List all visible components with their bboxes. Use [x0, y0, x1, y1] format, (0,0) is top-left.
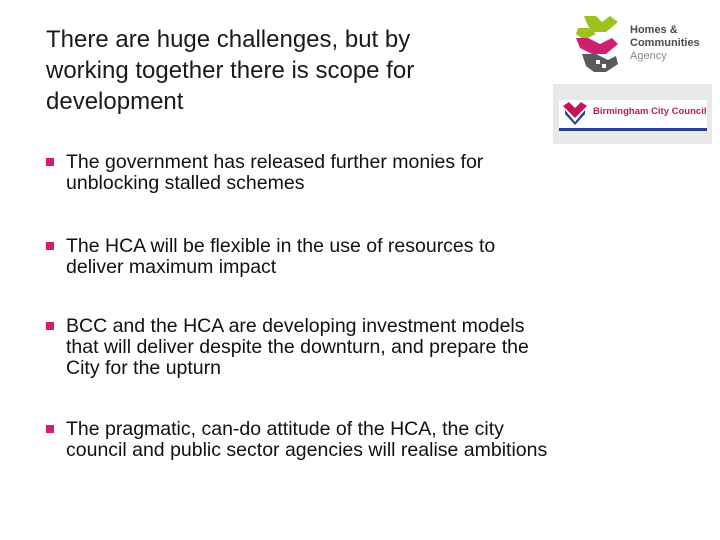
hca-line: Homes &: [630, 24, 678, 36]
bullet-line: unblocking stalled schemes: [66, 172, 305, 194]
bullet-line: City for the upturn: [66, 357, 221, 379]
bullet-square-icon: [46, 425, 54, 433]
title-line: development: [46, 88, 184, 115]
bullet-item: [46, 316, 529, 379]
bcc-logo: [553, 84, 712, 144]
bullet-text: [66, 236, 495, 278]
bullet-text: [66, 419, 547, 461]
hca-mark-icon: [572, 14, 622, 74]
bullet-square-icon: [46, 158, 54, 166]
bullet-line: council and public sector agencies will realise ambitions: [66, 439, 548, 461]
bcc-crest-icon: [561, 100, 591, 126]
title-line: working together there is scope for: [46, 57, 415, 84]
bullet-line: The pragmatic, can-do attitude of the HCA, the city: [66, 418, 504, 440]
bullet-line: The government has released further monies for: [66, 151, 484, 173]
title-line: There are huge challenges, but by: [46, 26, 411, 53]
bullet-text: [66, 152, 483, 194]
bullet-item: [46, 152, 483, 194]
bullet-line: BCC and the HCA are developing investment models: [66, 315, 525, 337]
hca-line: Communities: [630, 37, 700, 49]
bullet-item: [46, 236, 495, 278]
bullet-line: The HCA will be flexible in the use of resources to: [66, 235, 496, 257]
bullet-text: [66, 316, 529, 379]
bullet-item: [46, 419, 547, 461]
slide-title: [46, 24, 506, 117]
bcc-name: Birmingham City Council: [593, 106, 707, 117]
bcc-logo-bar: [559, 100, 707, 131]
bullet-square-icon: [46, 322, 54, 330]
bullet-line: deliver maximum impact: [66, 256, 277, 278]
hca-logo: [572, 14, 700, 76]
hca-line: Agency: [630, 50, 667, 62]
bullet-square-icon: [46, 242, 54, 250]
bullet-line: that will deliver despite the downturn, and prepare the: [66, 336, 529, 358]
hca-wordmark: [630, 24, 700, 63]
